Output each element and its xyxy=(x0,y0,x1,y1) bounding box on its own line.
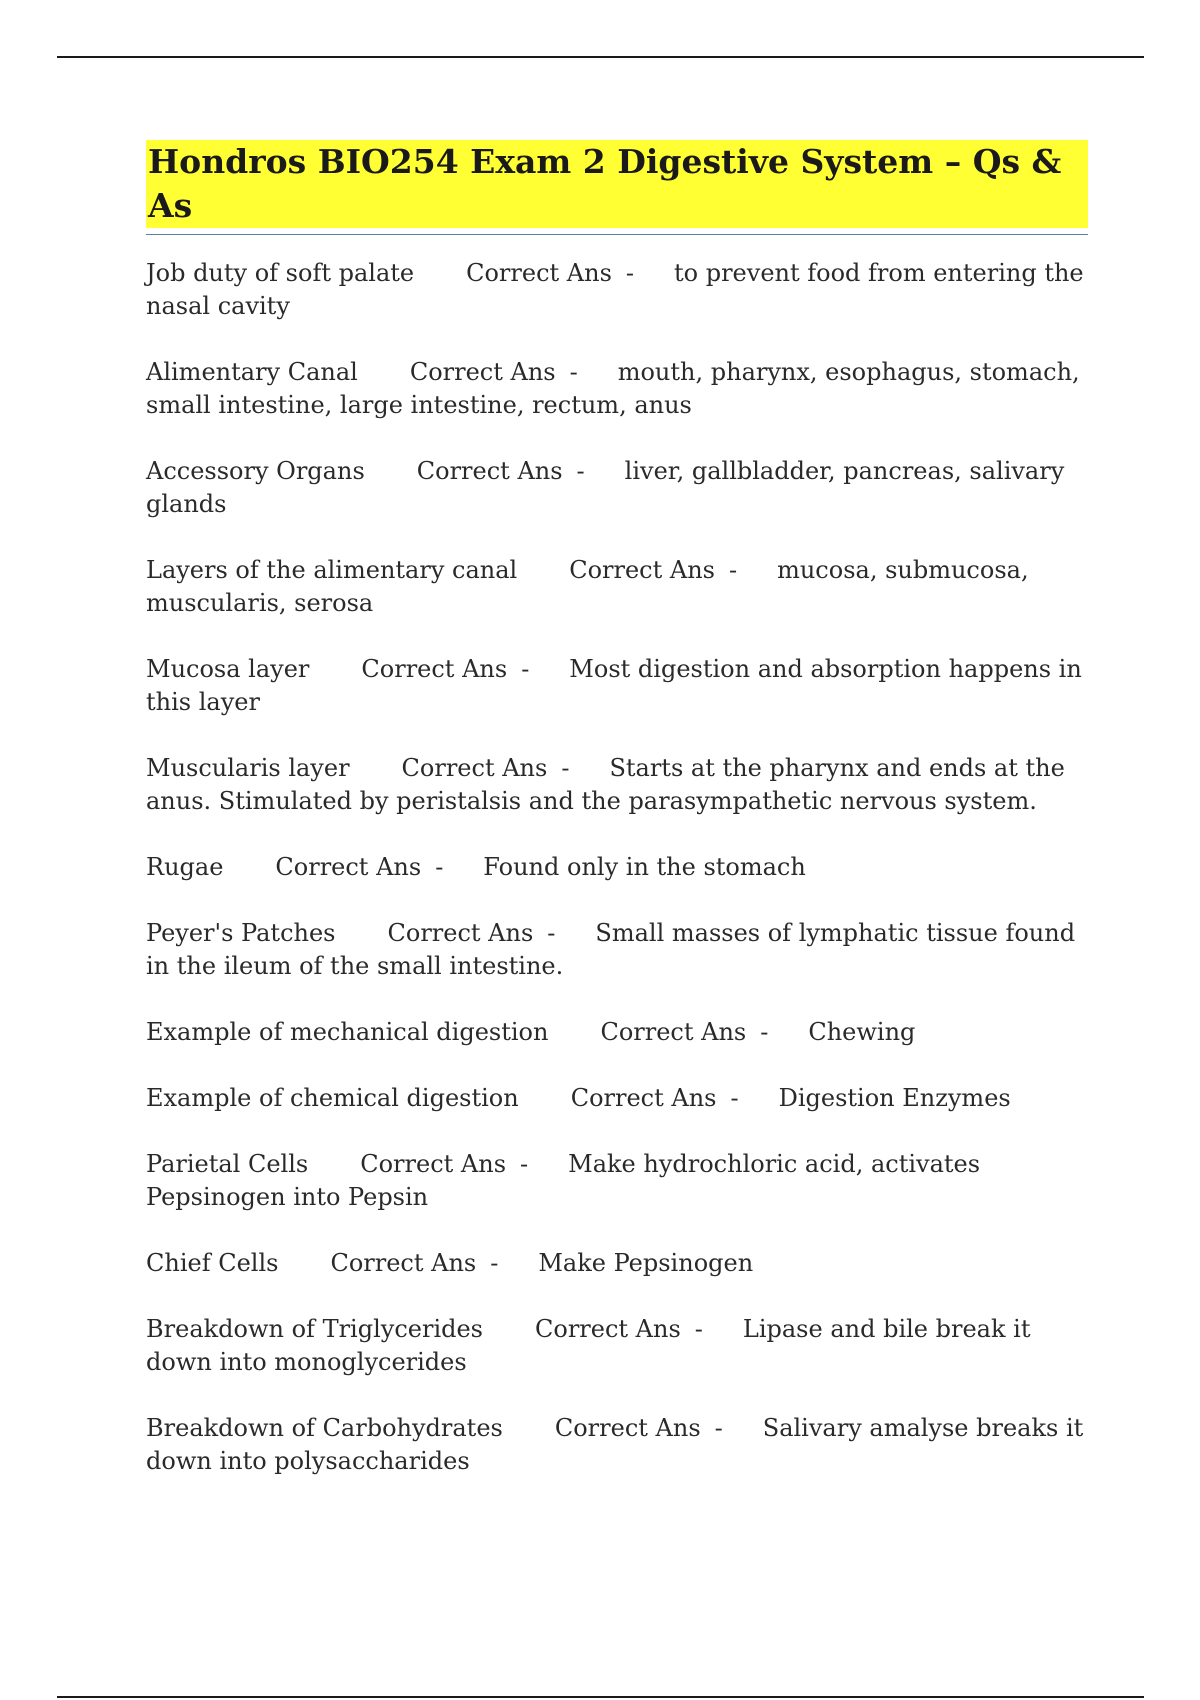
correct-ans-label: Correct Ans xyxy=(275,853,422,881)
correct-ans-label: Correct Ans xyxy=(554,1414,701,1442)
answer-separator: - xyxy=(521,655,530,683)
qa-term: Parietal Cells xyxy=(146,1150,309,1178)
answer-separator: - xyxy=(520,1150,529,1178)
qa-answer: Small masses of lymphatic tissue found in the ileum of the small intestine. xyxy=(146,919,1076,980)
correct-ans-label: Correct Ans xyxy=(409,358,556,386)
qa-term: Layers of the alimentary canal xyxy=(146,556,518,584)
qa-item xyxy=(146,1148,1088,1214)
qa-term: Breakdown of Triglycerides xyxy=(146,1315,483,1343)
correct-ans-label: Correct Ans xyxy=(361,655,508,683)
qa-answer: Make Pepsinogen xyxy=(538,1249,754,1277)
qa-answer: Make hydrochloric acid, activates Pepsinogen into Pepsin xyxy=(146,1150,981,1211)
qa-term: Job duty of soft palate xyxy=(146,259,415,287)
qa-item xyxy=(146,1247,1088,1280)
qa-answer: mouth, pharynx, esophagus, stomach, small intestine, large intestine, rectum, anus xyxy=(146,358,1080,419)
answer-separator: - xyxy=(714,1414,723,1442)
qa-item xyxy=(146,1016,1088,1049)
qa-term: Mucosa layer xyxy=(146,655,310,683)
qa-term: Rugae xyxy=(146,853,224,881)
qa-term: Example of chemical digestion xyxy=(146,1084,519,1112)
qa-answer: Starts at the pharynx and ends at the anus. Stimulated by peristalsis and the parasympathetic nervous system. xyxy=(146,754,1065,815)
qa-term: Breakdown of Carbohydrates xyxy=(146,1414,503,1442)
title-block xyxy=(146,140,1088,235)
answer-separator: - xyxy=(561,754,570,782)
qa-answer: Digestion Enzymes xyxy=(778,1084,1011,1112)
answer-separator: - xyxy=(490,1249,499,1277)
answer-separator: - xyxy=(576,457,585,485)
answer-separator: - xyxy=(569,358,578,386)
qa-answer: to prevent food from entering the nasal cavity xyxy=(146,259,1084,320)
correct-ans-label: Correct Ans xyxy=(535,1315,681,1343)
correct-ans-label: Correct Ans xyxy=(401,754,548,782)
qa-answer: Salivary amalyse breaks it down into polysaccharides xyxy=(146,1414,1084,1475)
correct-ans-label: Correct Ans xyxy=(600,1018,747,1046)
qa-term: Muscularis layer xyxy=(146,754,350,782)
answer-separator: - xyxy=(435,853,444,881)
footer-rule xyxy=(57,1696,1144,1698)
qa-item xyxy=(146,356,1088,422)
qa-item xyxy=(146,257,1088,323)
qa-item xyxy=(146,455,1088,521)
qa-item xyxy=(146,752,1088,818)
correct-ans-label: Correct Ans xyxy=(466,259,612,287)
qa-item xyxy=(146,1313,1088,1379)
answer-separator: - xyxy=(694,1315,703,1343)
qa-item xyxy=(146,554,1088,620)
correct-ans-label: Correct Ans xyxy=(387,919,534,947)
qa-list xyxy=(146,257,1088,1478)
qa-item xyxy=(146,1082,1088,1115)
qa-item xyxy=(146,917,1088,983)
qa-item xyxy=(146,1412,1088,1478)
answer-separator: - xyxy=(760,1018,769,1046)
page-title: Hondros BIO254 Exam 2 Digestive System – Qs & As xyxy=(146,140,1088,228)
qa-answer: Found only in the stomach xyxy=(483,853,806,881)
qa-answer: Chewing xyxy=(808,1018,916,1046)
correct-ans-label: Correct Ans xyxy=(360,1150,507,1178)
qa-answer: mucosa, submucosa, muscularis, serosa xyxy=(146,556,1029,617)
qa-term: Alimentary Canal xyxy=(146,358,358,386)
qa-term: Peyer's Patches xyxy=(146,919,336,947)
correct-ans-label: Correct Ans xyxy=(569,556,715,584)
answer-separator: - xyxy=(625,259,634,287)
qa-item xyxy=(146,653,1088,719)
qa-answer: Most digestion and absorption happens in this layer xyxy=(146,655,1082,716)
qa-item xyxy=(146,851,1088,884)
qa-term: Accessory Organs xyxy=(146,457,365,485)
correct-ans-label: Correct Ans xyxy=(330,1249,477,1277)
qa-answer: liver, gallbladder, pancreas, salivary glands xyxy=(146,457,1065,518)
document-body xyxy=(146,140,1088,1511)
header-rule xyxy=(57,56,1144,58)
qa-term: Chief Cells xyxy=(146,1249,279,1277)
qa-term: Example of mechanical digestion xyxy=(146,1018,549,1046)
answer-separator: - xyxy=(728,556,738,584)
answer-separator: - xyxy=(730,1084,739,1112)
answer-separator: - xyxy=(547,919,556,947)
correct-ans-label: Correct Ans xyxy=(570,1084,717,1112)
correct-ans-label: Correct Ans xyxy=(416,457,563,485)
qa-answer: Lipase and bile break it down into monoglycerides xyxy=(146,1315,1031,1376)
